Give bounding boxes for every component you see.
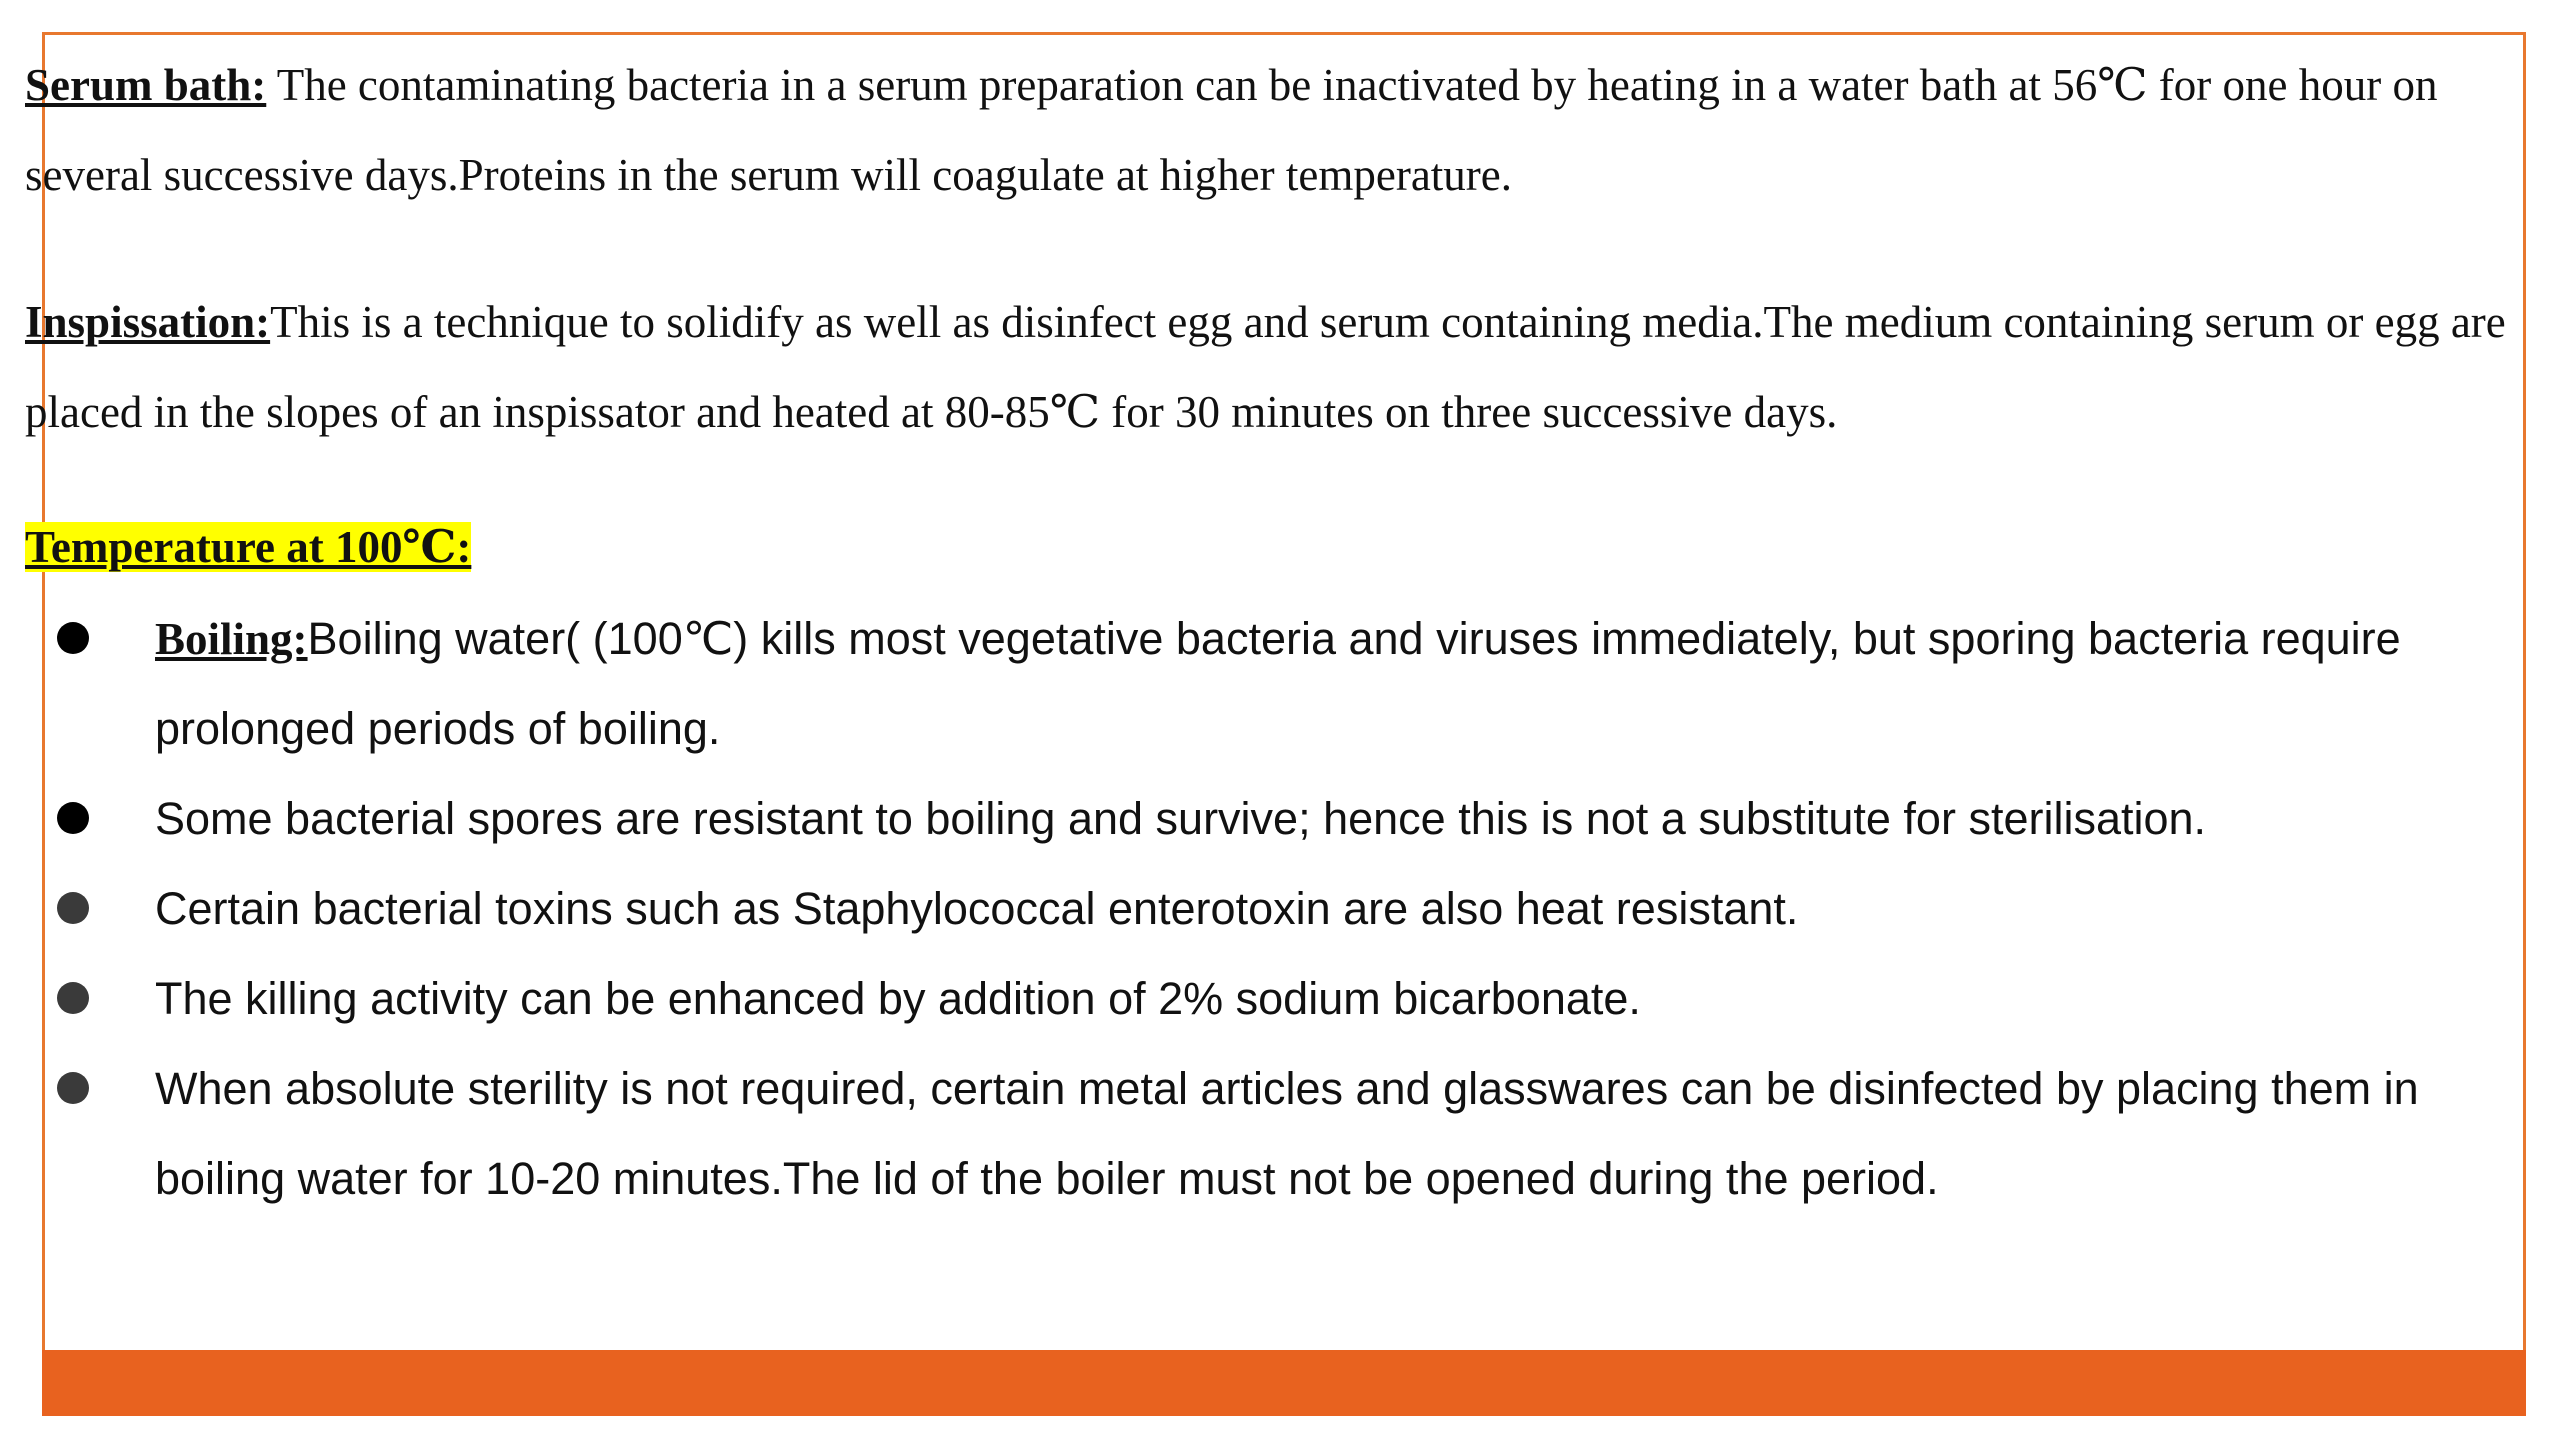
bullet-icon	[57, 982, 89, 1014]
bullet-icon	[57, 892, 89, 924]
inspissation-paragraph	[25, 277, 2545, 457]
slide-content	[25, 40, 2545, 1224]
bullet-list	[25, 594, 2545, 1224]
list-item	[25, 954, 2545, 1044]
serum-bath-paragraph	[25, 40, 2545, 220]
list-item	[25, 1044, 2545, 1224]
list-item	[25, 594, 2545, 774]
bullet-icon	[57, 1072, 89, 1104]
list-item-text: When absolute sterility is not required, certain metal articles and glasswares can be disinfected by placing them in boiling water for 10-20 minutes.The lid of the boiler must not be opened during the period.	[155, 1063, 2419, 1204]
list-item-text: Boiling water( (100℃) kills most vegetative bacteria and viruses immediately, but sporing bacteria require prolonged periods of boiling.	[155, 613, 2401, 754]
temperature-heading	[25, 514, 2545, 580]
serum-bath-text: The contaminating bacteria in a serum preparation can be inactivated by heating in a water bath at 56℃ for one hour on several successive days.Proteins in the serum will coagulate at higher temperature.	[25, 60, 2438, 200]
bullet-icon	[57, 622, 89, 654]
bullet-icon	[57, 802, 89, 834]
inspissation-text: This is a technique to solidify as well as disinfect egg and serum containing media.The medium containing serum or egg are placed in the slopes of an inspissator and heated at 80-85℃ for 30 minutes on three successive days.	[25, 297, 2506, 437]
list-item-text: Certain bacterial toxins such as Staphylococcal enterotoxin are also heat resistant.	[155, 883, 1799, 934]
inspissation-term: Inspissation:	[25, 297, 271, 347]
boiling-term: Boiling:	[155, 614, 308, 664]
list-item-text: Some bacterial spores are resistant to boiling and survive; hence this is not a substitute for sterilisation.	[155, 793, 2207, 844]
list-item	[25, 774, 2545, 864]
serum-bath-term: Serum bath:	[25, 60, 267, 110]
temperature-heading-text: Temperature at 100℃:	[25, 522, 472, 572]
list-item	[25, 864, 2545, 954]
list-item-text: The killing activity can be enhanced by addition of 2% sodium bicarbonate.	[155, 973, 1641, 1024]
footer-bar	[42, 1350, 2526, 1416]
